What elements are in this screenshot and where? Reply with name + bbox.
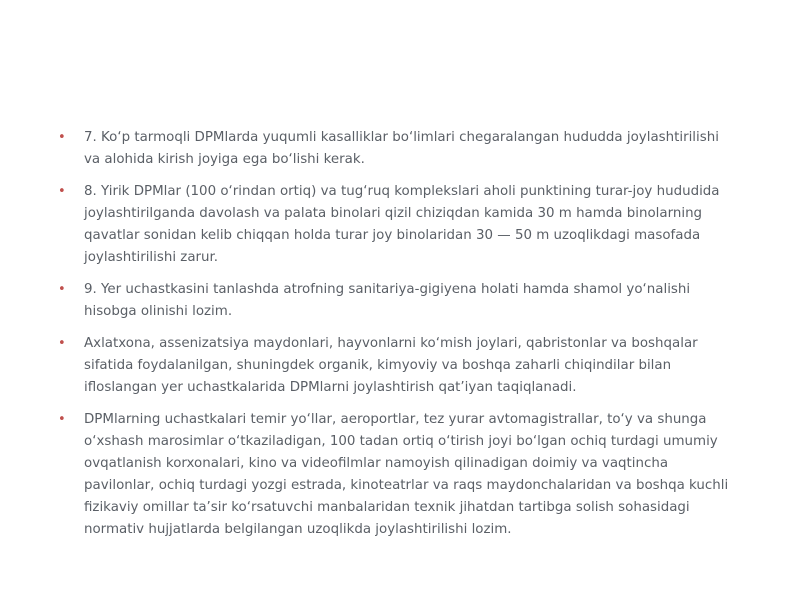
- bullet-text: 7. Ko‘p tarmoqli DPMlarda yuqumli kasalliklar bo‘limlari chegaralangan hududda joylashtirilishi va alohida kirish joyiga ega bo‘lishi kerak.: [84, 130, 719, 167]
- bullet-item-2: [58, 181, 738, 269]
- bullet-item-4: [58, 333, 738, 399]
- bullet-list: [58, 127, 738, 551]
- bullet-item-3: [58, 279, 738, 323]
- bullet-icon: •: [58, 184, 66, 199]
- bullet-text: 8. Yirik DPMlar (100 o‘rindan ortiq) va tug‘ruq komplekslari aholi punktining turar-joy hududida joylashtirilganda davolash va palata binolari qizil chiziqdan kamida 30 m hamda binolarning qavatlar sonidan kelib chiqqan holda turar joy binolaridan 30 — 50 m uzoqlikdagi masofada joylashtirilishi zarur.: [84, 184, 720, 265]
- bullet-text: DPMlarning uchastkalari temir yo‘llar, aeroportlar, tez yurar avtomagistrallar, to‘y va shunga o‘xshash marosimlar o‘tkaziladigan, 100 tadan ortiq o‘tirish joyi bo‘lgan ochiq turdagi umumiy ovqatlanish korxonalari, kino va videofilmlar namoyish qilinadigan doimiy va vaqtincha pavilonlar, ochiq turdagi yozgi estrada, kinoteatrlar va raqs maydonchalaridan va boshqa kuchli fizikaviy omillar ta’sir ko‘rsatuvchi manbalaridan texnik jihatdan tartibga solish sohasidagi normativ hujjatlarda belgilangan uzoqlikda joylashtirilishi lozim.: [84, 412, 729, 537]
- bullet-item-1: [58, 127, 738, 171]
- bullet-item-5: [58, 409, 738, 541]
- bullet-icon: •: [58, 130, 66, 145]
- bullet-icon: •: [58, 336, 66, 351]
- bullet-text: Axlatxona, assenizatsiya maydonlari, hayvonlarni ko‘mish joylari, qabristonlar va boshqalar sifatida foydalanilgan, shuningdek organik, kimyoviy va boshqa zaharli chiqindilar bilan ifloslangan yer uchastkalarida DPMlarni joylashtirish qat’iyan taqiqlanadi.: [84, 336, 698, 395]
- bullet-text: 9. Yer uchastkasini tanlashda atrofning sanitariya-gigiyena holati hamda shamol yo‘nalishi hisobga olinishi lozim.: [84, 282, 691, 319]
- bullet-icon: •: [58, 282, 66, 297]
- bullet-icon: •: [58, 412, 66, 427]
